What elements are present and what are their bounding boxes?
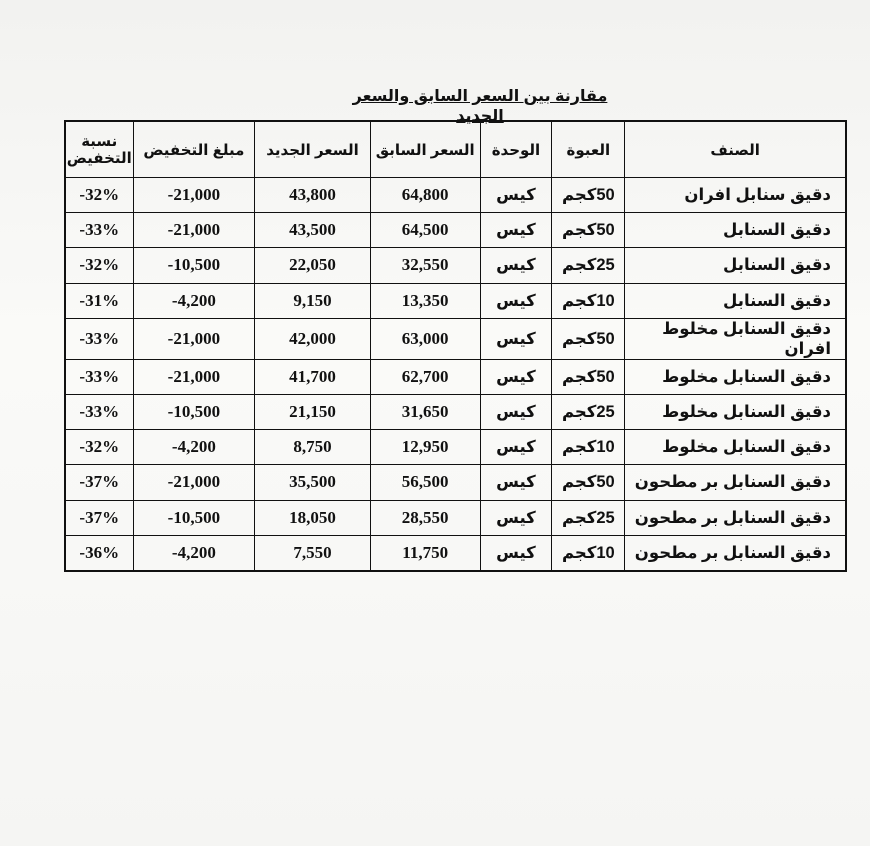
cell-discount-pct bbox=[65, 465, 133, 500]
cell-item: دقيق السنابل مخلوط bbox=[625, 430, 846, 465]
cell-discount-amount-value: -10,500 bbox=[167, 255, 221, 275]
cell-unit: كيس bbox=[480, 430, 552, 465]
cell-discount-amount bbox=[133, 535, 255, 571]
cell-new-price-value: 7,550 bbox=[293, 542, 332, 562]
cell-old-price-value: 28,550 bbox=[401, 507, 449, 527]
cell-discount-amount-value: -21,000 bbox=[167, 366, 221, 386]
cell-old-price bbox=[370, 430, 480, 465]
table-row bbox=[65, 500, 846, 535]
header-unit: الوحدة bbox=[480, 121, 552, 178]
cell-new-price-value: 43,500 bbox=[289, 220, 336, 240]
table-row bbox=[65, 465, 846, 500]
table-row bbox=[65, 283, 846, 318]
cell-new-price bbox=[255, 500, 371, 535]
table-body bbox=[65, 178, 846, 571]
header-discount-pct-line1: نسبة bbox=[81, 132, 118, 150]
cell-discount-pct-value: -33% bbox=[79, 328, 120, 348]
cell-discount-pct-value: -36% bbox=[79, 542, 120, 562]
cell-old-price bbox=[370, 318, 480, 359]
header-discount-amount: مبلغ التخفيض bbox=[133, 121, 255, 178]
header-discount-pct bbox=[65, 121, 133, 178]
cell-pack: 10كجم bbox=[552, 430, 625, 465]
cell-item: دقيق السنابل بر مطحون bbox=[625, 500, 846, 535]
table-row bbox=[65, 318, 846, 359]
cell-discount-amount bbox=[133, 394, 255, 429]
cell-discount-pct bbox=[65, 394, 133, 429]
table-header-row bbox=[65, 121, 846, 178]
cell-new-price-value: 35,500 bbox=[289, 472, 336, 492]
cell-new-price bbox=[255, 283, 371, 318]
cell-discount-amount-value: -4,200 bbox=[171, 437, 216, 457]
cell-new-price-value: 42,000 bbox=[289, 328, 336, 348]
cell-old-price bbox=[370, 248, 480, 283]
cell-discount-pct bbox=[65, 430, 133, 465]
cell-item: دقيق السنابل bbox=[625, 213, 846, 248]
cell-old-price bbox=[370, 213, 480, 248]
cell-new-price-value: 41,700 bbox=[289, 366, 336, 386]
cell-discount-pct bbox=[65, 248, 133, 283]
cell-new-price-value: 9,150 bbox=[293, 290, 332, 310]
cell-discount-pct bbox=[65, 535, 133, 571]
cell-old-price-value: 32,550 bbox=[401, 255, 449, 275]
cell-discount-pct bbox=[65, 318, 133, 359]
cell-old-price-value: 62,700 bbox=[401, 366, 449, 386]
cell-new-price bbox=[255, 465, 371, 500]
cell-pack: 25كجم bbox=[552, 248, 625, 283]
cell-discount-pct bbox=[65, 359, 133, 394]
cell-discount-amount bbox=[133, 178, 255, 213]
cell-new-price bbox=[255, 430, 371, 465]
cell-unit: كيس bbox=[480, 283, 552, 318]
cell-old-price bbox=[370, 535, 480, 571]
table-row bbox=[65, 535, 846, 571]
cell-discount-pct-value: -37% bbox=[79, 507, 120, 527]
page-title: مقارنة بين السعر السابق والسعر الجديد bbox=[352, 88, 608, 125]
cell-discount-amount bbox=[133, 248, 255, 283]
cell-discount-pct bbox=[65, 283, 133, 318]
header-discount-pct-line2: التخفيض bbox=[66, 149, 132, 167]
cell-new-price bbox=[255, 394, 371, 429]
header-old-price: السعر السابق bbox=[370, 121, 480, 178]
cell-discount-pct-value: -33% bbox=[79, 220, 120, 240]
cell-new-price bbox=[255, 178, 371, 213]
cell-discount-amount-value: -21,000 bbox=[167, 328, 221, 348]
cell-pack: 10كجم bbox=[552, 535, 625, 571]
cell-new-price bbox=[255, 359, 371, 394]
cell-discount-amount-value: -21,000 bbox=[167, 185, 221, 205]
cell-discount-amount bbox=[133, 465, 255, 500]
cell-new-price bbox=[255, 248, 371, 283]
cell-discount-pct bbox=[65, 178, 133, 213]
table-row bbox=[65, 430, 846, 465]
cell-old-price-value: 12,950 bbox=[401, 437, 449, 457]
cell-discount-amount bbox=[133, 318, 255, 359]
cell-old-price-value: 63,000 bbox=[401, 328, 449, 348]
cell-new-price-value: 21,150 bbox=[289, 402, 336, 422]
table-row bbox=[65, 394, 846, 429]
cell-discount-pct-value: -33% bbox=[79, 402, 120, 422]
cell-new-price-value: 43,800 bbox=[289, 185, 336, 205]
cell-old-price bbox=[370, 500, 480, 535]
cell-item: دقيق السنابل مخلوط bbox=[625, 394, 846, 429]
cell-old-price-value: 31,650 bbox=[401, 402, 449, 422]
cell-unit: كيس bbox=[480, 213, 552, 248]
cell-old-price-value: 56,500 bbox=[401, 472, 449, 492]
cell-discount-amount-value: -21,000 bbox=[167, 220, 221, 240]
cell-discount-pct bbox=[65, 213, 133, 248]
cell-old-price bbox=[370, 178, 480, 213]
cell-discount-amount bbox=[133, 500, 255, 535]
cell-unit: كيس bbox=[480, 500, 552, 535]
cell-old-price-value: 13,350 bbox=[401, 290, 449, 310]
cell-discount-amount-value: -4,200 bbox=[171, 290, 216, 310]
cell-pack: 10كجم bbox=[552, 283, 625, 318]
cell-new-price bbox=[255, 535, 371, 571]
table-row bbox=[65, 178, 846, 213]
cell-discount-amount bbox=[133, 283, 255, 318]
cell-pack: 50كجم bbox=[552, 318, 625, 359]
cell-unit: كيس bbox=[480, 535, 552, 571]
cell-discount-pct-value: -31% bbox=[79, 290, 120, 310]
cell-item: دقيق سنابل افران bbox=[625, 178, 846, 213]
cell-discount-amount-value: -10,500 bbox=[167, 507, 221, 527]
cell-new-price bbox=[255, 213, 371, 248]
cell-unit: كيس bbox=[480, 394, 552, 429]
cell-unit: كيس bbox=[480, 318, 552, 359]
cell-item: دقيق السنابل مخلوط افران bbox=[625, 318, 846, 359]
cell-old-price bbox=[370, 283, 480, 318]
header-new-price: السعر الجديد bbox=[255, 121, 371, 178]
cell-old-price-value: 11,750 bbox=[402, 542, 449, 562]
cell-pack: 50كجم bbox=[552, 213, 625, 248]
cell-discount-amount-value: -4,200 bbox=[171, 542, 216, 562]
cell-new-price-value: 22,050 bbox=[289, 255, 336, 275]
cell-pack: 50كجم bbox=[552, 178, 625, 213]
cell-pack: 25كجم bbox=[552, 500, 625, 535]
price-comparison-table bbox=[64, 120, 847, 572]
cell-unit: كيس bbox=[480, 248, 552, 283]
cell-discount-pct-value: -32% bbox=[79, 185, 120, 205]
table-row bbox=[65, 359, 846, 394]
cell-discount-amount bbox=[133, 213, 255, 248]
cell-discount-pct-value: -33% bbox=[79, 366, 120, 386]
cell-unit: كيس bbox=[480, 178, 552, 213]
header-item: الصنف bbox=[625, 121, 846, 178]
cell-discount-amount bbox=[133, 359, 255, 394]
table-row bbox=[65, 248, 846, 283]
cell-item: دقيق السنابل bbox=[625, 248, 846, 283]
cell-pack: 25كجم bbox=[552, 394, 625, 429]
cell-new-price-value: 18,050 bbox=[289, 507, 336, 527]
cell-discount-pct bbox=[65, 500, 133, 535]
cell-old-price bbox=[370, 394, 480, 429]
cell-discount-amount-value: -10,500 bbox=[167, 402, 221, 422]
cell-item: دقيق السنابل بر مطحون bbox=[625, 535, 846, 571]
cell-unit: كيس bbox=[480, 465, 552, 500]
cell-new-price bbox=[255, 318, 371, 359]
cell-old-price-value: 64,500 bbox=[401, 220, 449, 240]
cell-discount-pct-value: -32% bbox=[79, 255, 120, 275]
cell-discount-amount-value: -21,000 bbox=[167, 472, 221, 492]
cell-item: دقيق السنابل مخلوط bbox=[625, 359, 846, 394]
cell-discount-pct-value: -37% bbox=[79, 472, 120, 492]
cell-old-price bbox=[370, 465, 480, 500]
header-pack: العبوة bbox=[552, 121, 625, 178]
cell-pack: 50كجم bbox=[552, 465, 625, 500]
cell-new-price-value: 8,750 bbox=[293, 437, 332, 457]
cell-old-price-value: 64,800 bbox=[401, 185, 449, 205]
cell-discount-pct-value: -32% bbox=[79, 437, 120, 457]
cell-discount-amount bbox=[133, 430, 255, 465]
cell-item: دقيق السنابل bbox=[625, 283, 846, 318]
cell-old-price bbox=[370, 359, 480, 394]
cell-unit: كيس bbox=[480, 359, 552, 394]
cell-item: دقيق السنابل بر مطحون bbox=[625, 465, 846, 500]
cell-pack: 50كجم bbox=[552, 359, 625, 394]
table-row bbox=[65, 213, 846, 248]
